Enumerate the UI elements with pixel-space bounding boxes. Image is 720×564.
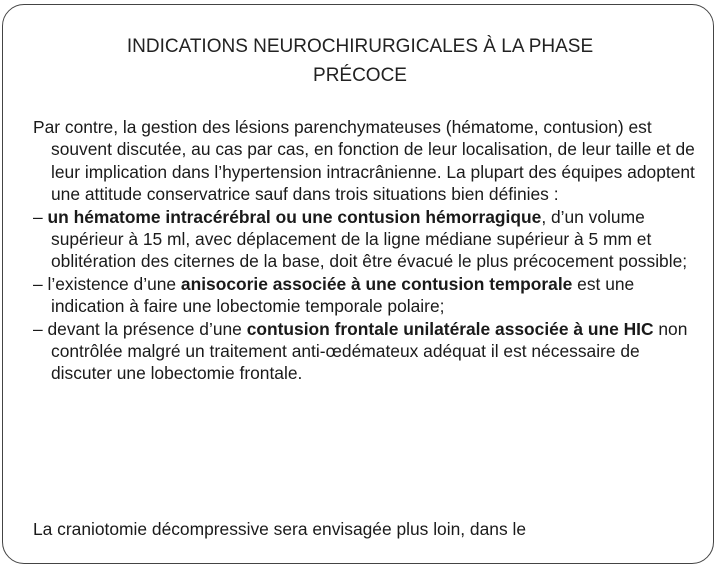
list-item-hematome	[33, 206, 705, 273]
list-item-anisocorie	[33, 273, 705, 318]
item-text: est une indication à faire une lobectomie temporale polaire;	[51, 273, 635, 317]
title-line-2: PRÉCOCE	[313, 65, 407, 86]
item-prefix: –	[33, 206, 48, 227]
list-item-contusion-frontale	[33, 318, 705, 385]
item-bold: anisocorie associée à une contusion temporale	[180, 273, 573, 294]
title-line-1: INDICATIONS NEUROCHIRURGICALES À LA PHASE	[126, 36, 594, 57]
slide-body	[33, 116, 705, 385]
item-prefix: – devant la présence d’une	[33, 318, 247, 339]
item-text: non contrôlée malgré un traitement anti-œdémateux adéquat il est nécessaire de discuter une lobectomie frontale.	[51, 318, 688, 384]
item-bold: contusion frontale unilatérale associée à une HIC	[246, 318, 654, 339]
item-text: , d’un volume supérieur à 15 ml, avec déplacement de la ligne médiane supérieur à 5 mm et oblitération des citernes de la base, doit être évacué le plus précocement possible;	[51, 206, 688, 272]
slide-title	[40, 32, 680, 90]
item-prefix: – l’existence d’une	[33, 273, 181, 294]
intro-paragraph: Par contre, la gestion des lésions parenchymateuses (hématome, contusion) est souvent discutée, au cas par cas, en fonction de leur localisation, de leur taille et de leur implication dans l’hypertension intracrânienne. La plupart des équipes adoptent une attitude conservatrice sauf dans trois situations bien définies :	[33, 117, 695, 205]
cut-off-last-line: La craniotomie décompressive sera envisagée plus loin, dans le	[33, 519, 527, 539]
item-bold: un hématome intracérébral ou une contusion hémorragique	[47, 206, 542, 227]
